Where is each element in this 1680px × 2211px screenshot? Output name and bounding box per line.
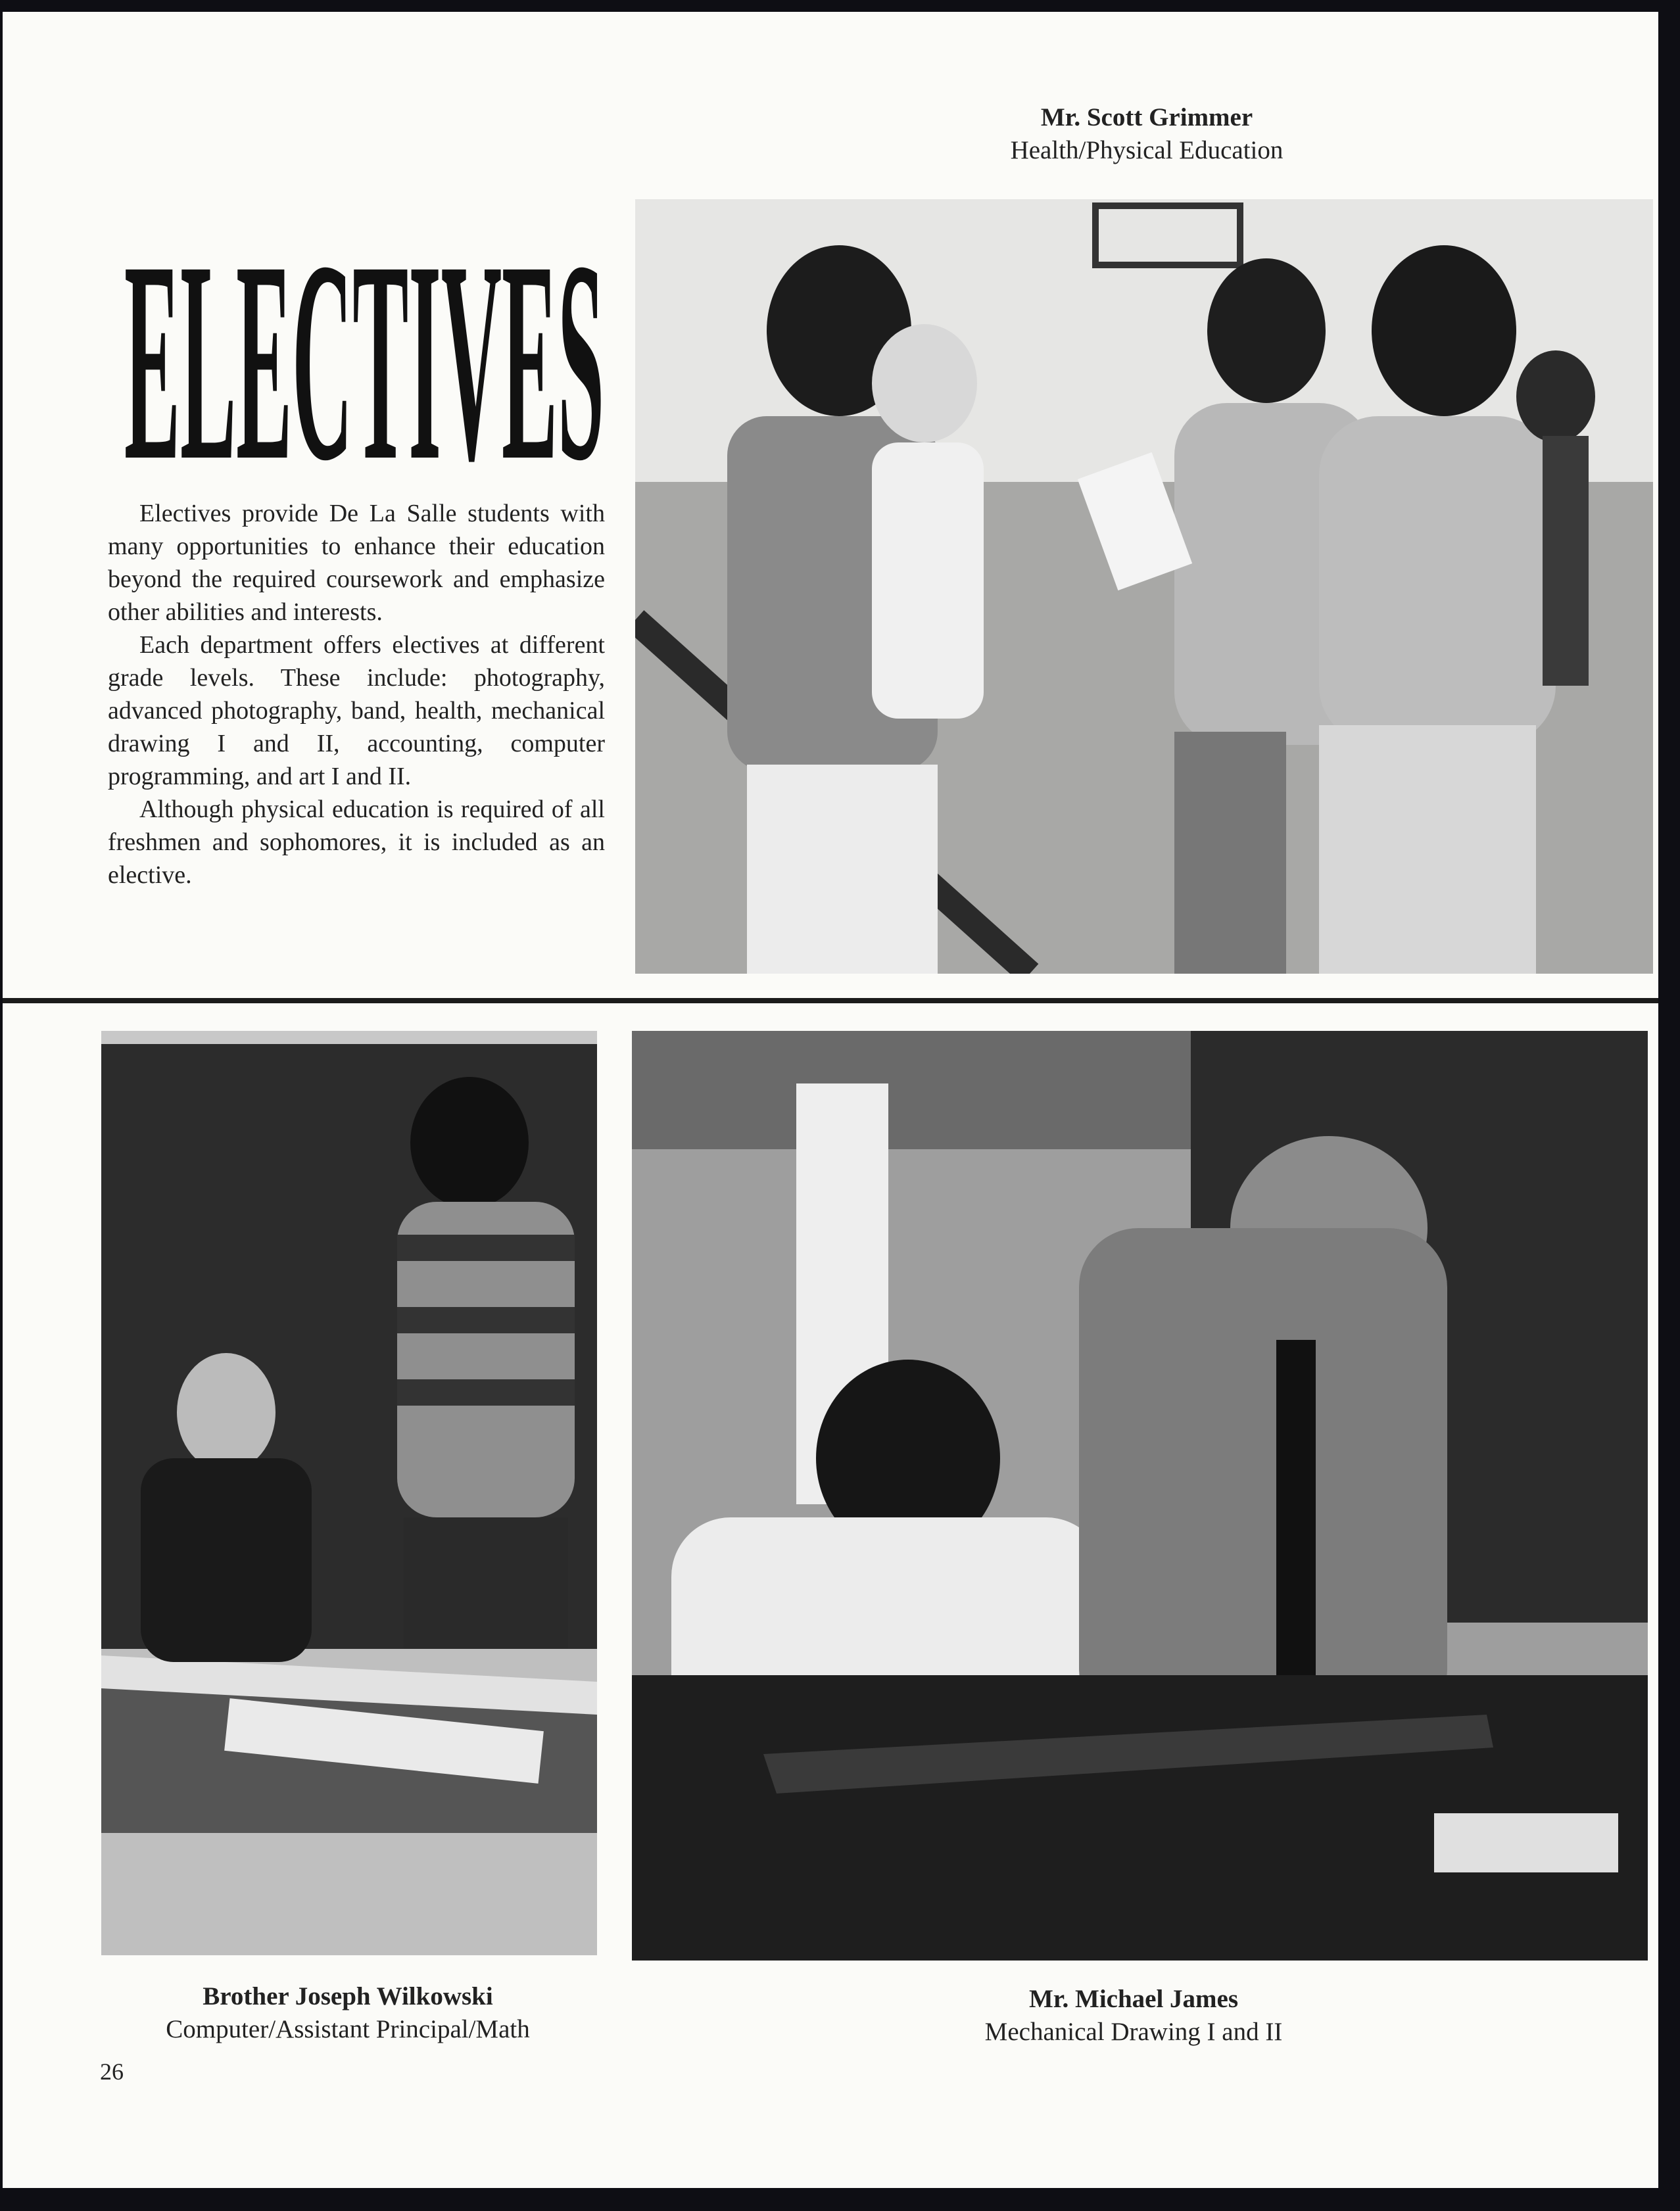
intro-text [108,497,605,892]
heading-text: ELECTIVES [124,201,604,484]
caption-role: Computer/Assistant Principal/Math [166,2015,530,2043]
electives-heading [121,116,608,484]
gym-photo [635,199,1653,974]
caption-role: Mechanical Drawing I and II [984,2018,1283,2046]
top-photo-caption [949,101,1344,167]
caption-name: Brother Joseph Wilkowski [203,1982,493,2010]
page-number: 26 [100,2058,124,2085]
yearbook-page [3,12,1658,2188]
physical-education-paragraph: Although physical education is required of all freshmen and sophomores, it is included as an elective. [108,796,605,889]
caption-role: Health/Physical Education [1010,136,1284,164]
intro-paragraph: Electives provide De La Salle students with many opportunities to enhance their education beyond the required coursework and emphasize other abilities and interests. [108,500,605,626]
classroom-photo [101,1031,597,1955]
bottom-left-caption [68,1980,627,2046]
departments-paragraph: Each department offers electives at different grade levels. These include: photography, advanced photography, band, health, mechanical drawing I and II, accounting, computer programming, and art I and II. [108,631,605,790]
section-divider [3,998,1658,1003]
bottom-right-caption [903,1983,1364,2049]
caption-name: Mr. Scott Grimmer [1040,103,1253,131]
caption-name: Mr. Michael James [1028,1985,1239,2013]
drafting-photo [632,1031,1648,1961]
